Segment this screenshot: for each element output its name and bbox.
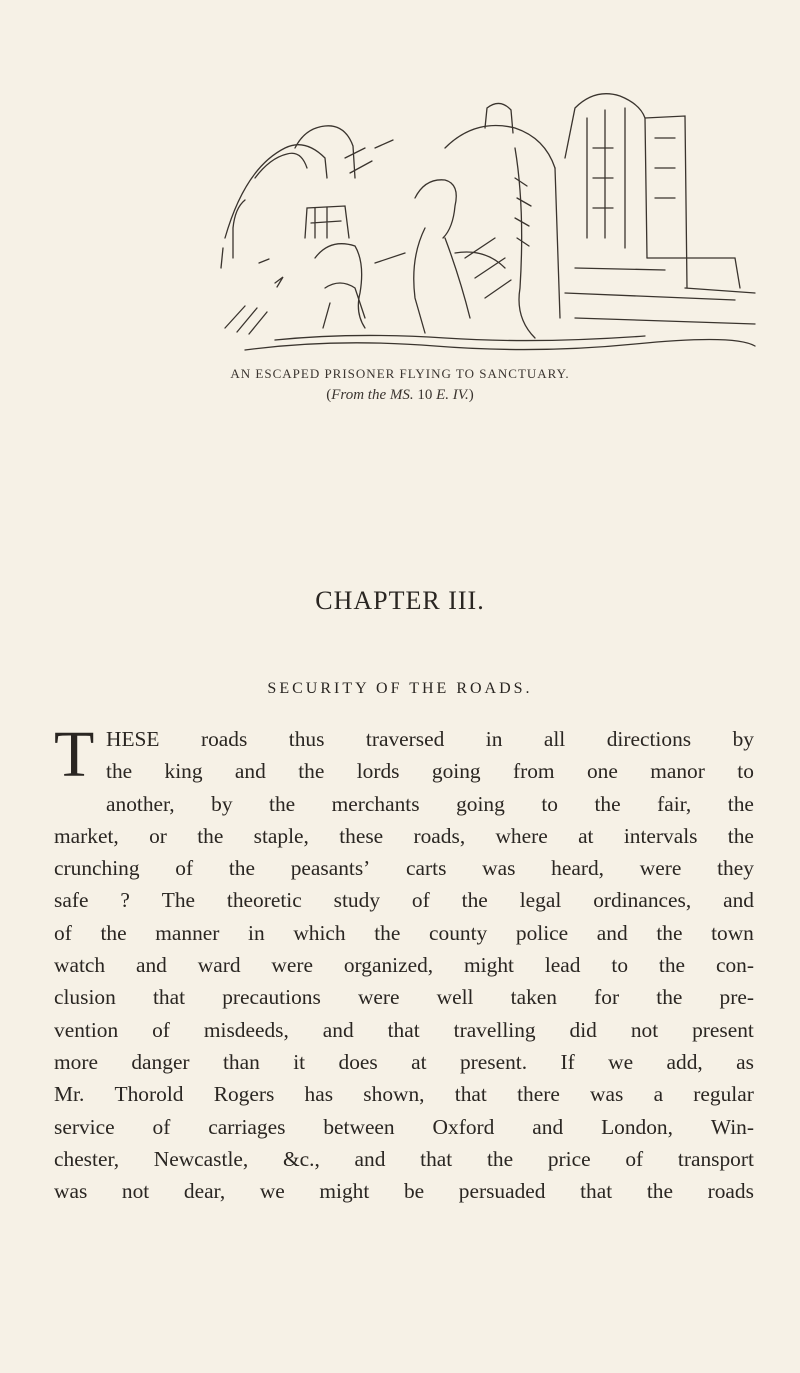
text-line: another, by the merchants going to the fair, the — [106, 791, 754, 816]
text-line: service of carriages between Oxford and London, Win- — [54, 1114, 754, 1139]
text-line: watch and ward were organized, might lead to the con- — [54, 953, 754, 978]
text-line: Mr. Thorold Rogers has shown, that there was a regular — [54, 1082, 754, 1107]
text-line: was not dear, we might be persuaded that the roads — [54, 1179, 754, 1204]
chapter-title: CHAPTER III. — [315, 586, 485, 615]
chapter-subtitle: SECURITY OF THE ROADS. — [267, 680, 533, 697]
text-line: the king and the lords going from one manor to — [106, 759, 754, 784]
figure-caption: AN ESCAPED PRISONER FLYING TO SANCTUARY. — [230, 366, 570, 381]
text-line: more danger than it does at present. If we add, as — [54, 1049, 754, 1074]
body-paragraph — [54, 718, 754, 1207]
text-line: chester, Newcastle, &c., and that the price of transport — [54, 1146, 754, 1171]
paragraph-lines — [54, 718, 754, 1207]
text-line: crunching of the peasants’ carts was heard, were they — [54, 856, 754, 881]
figure-source — [0, 387, 800, 404]
drop-cap: T — [54, 718, 95, 791]
source-number: 10 — [413, 387, 437, 403]
text-line: market, or the staple, these roads, where at intervals the — [54, 823, 754, 848]
text-line: HESE roads thus traversed in all directions by — [106, 727, 754, 751]
text-line: safe ? The theoretic study of the legal ordinances, and — [54, 888, 754, 913]
escaped-prisoner-illustration — [215, 88, 760, 358]
text-line: clusion that precautions were well taken for the pre- — [54, 985, 754, 1010]
text-line: of the manner in which the county police and the town — [54, 920, 754, 945]
source-prefix: ( — [326, 387, 332, 403]
source-suffix: ) — [468, 387, 474, 403]
text-line: vention of misdeeds, and that travelling did not present — [54, 1017, 754, 1042]
source-reference: E. IV. — [436, 387, 469, 403]
source-manuscript: From the MS. — [331, 387, 414, 403]
